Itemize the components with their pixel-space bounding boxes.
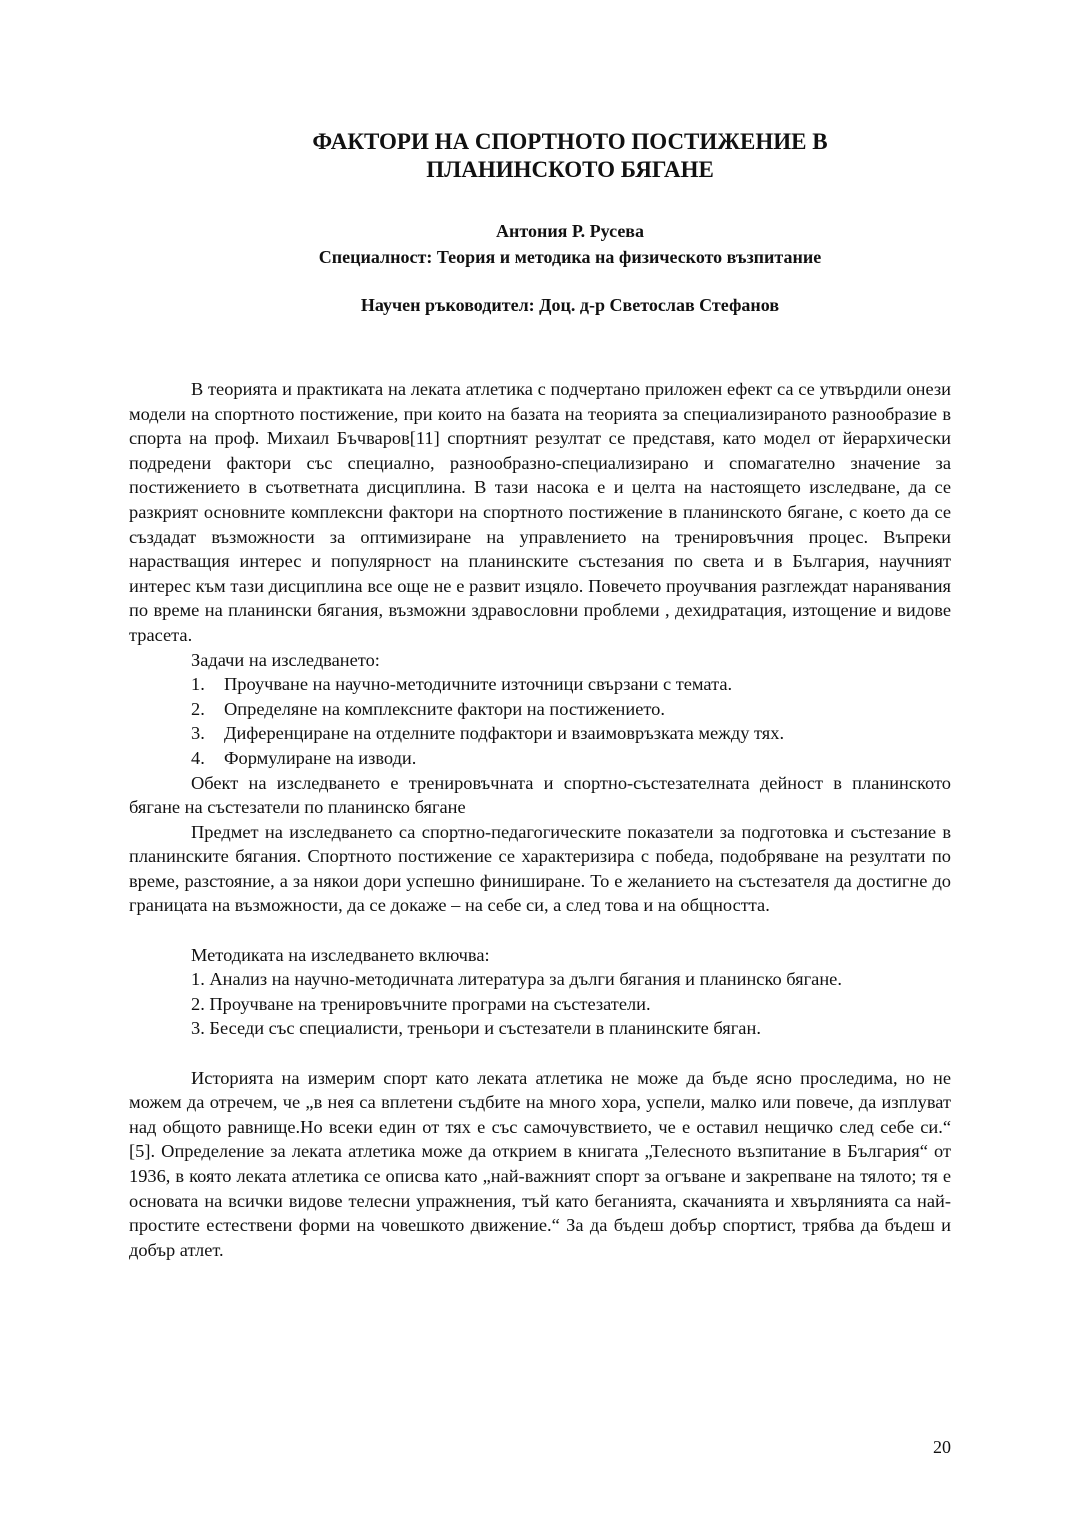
method-item: 3. Беседи със специалисти, треньори и състезатели в планинските бяган. (191, 1018, 761, 1039)
task-number: 1. (191, 674, 205, 695)
methods-heading: Методиката на изследването включва: (191, 944, 490, 965)
page-number: 20 (933, 1437, 951, 1457)
method-item: 1. Анализ на научно-методичната литература за дълги бягания и планинско бягане. (191, 969, 842, 990)
task-number: 4. (191, 747, 205, 768)
scientific-advisor: Научен ръководител: Доц. д-р Светослав Стефанов (360, 295, 780, 315)
method-item: 2. Проучване на тренировъчните програми на състезатели. (191, 993, 651, 1014)
paper-body (129, 377, 951, 1262)
task-text: Определяне на комплексните фактори на постижението. (224, 698, 665, 719)
task-text: Формулиране на изводи. (224, 747, 417, 768)
task-text: Проучване на научно-методичните източници свързани с темата. (224, 674, 733, 695)
object-paragraph: Обект на изследването е тренировъчната и спортно-състезателната дейност в планинското бягане на състезатели по планинско бягане (129, 772, 951, 818)
title-line-2: ПЛАНИНСКОТО БЯГАНЕ (426, 157, 714, 182)
tasks-heading: Задачи на изследването: (191, 649, 380, 670)
task-text: Диференциране на отделните подфактори и взаимовръзката между тях. (224, 723, 785, 744)
author-block (200, 218, 940, 270)
history-paragraph: Историята на измерим спорт като леката атлетика не може да бъде ясно проследима, но не можем да отречем, че „в нея са вплетени съдбите на много хора, успели, малко или повече, да изплуват над общото равнище.Но всеки един от тях е със самочувствието, че е оставил нещичко след себе си.“ [5]. Определение за леката атлетика може да открием в книгата „Телесното възпитание в България“ от 1936, в която леката атлетика се описва като „най-важният спорт за огъване и закрепване на тялото; тя е основата на всички видове телесни упражнения, тъй като беганията, скачанията и хвърлянията са най-простите естествени форми на човешкото движение.“ За да бъдеш добър спортист, трябва да бъдеш и добър атлет. (129, 1067, 951, 1260)
subject-paragraph: Предмет на изследването са спортно-педагогическите показатели за подготовка и състезание в планинските бягания. Спортното постижение се характеризира с победа, подобряване на резултати по време, разстояние, а за някои дори успешно финиширане. То е желанието на състезателя да достигне до границата на възможности, да се докаже – на себе си, а след това и на общността. (129, 821, 951, 916)
paragraph-gap (129, 1041, 951, 1066)
task-item (129, 746, 951, 771)
task-number: 2. (191, 698, 205, 719)
task-item (129, 697, 951, 722)
intro-paragraph: В теорията и практиката на леката атлетика с подчертано приложен ефект са се утвърдили онези модели на спортното постижение, при които на базата на теорията за специализираното разнообразие в спорта на проф. Михаил Бъчваров[11] спортният резултат се представя, като модел от йерархически подредени фактори със специално, разнообразно-специализирано и спомагателно значение за постижението в съответната дисциплина. В тази насока е и целта на настоящето изследване, да се разкрият основните комплексни фактори на спортното постижение в планинското бягане, с което да се създадат възможности за оптимизиране на управлението на тренировъчния процес. Въпреки нарастващия интерес и популярност на планинските състезания по света и в България, научният интерес към тази дисциплина все още не е развит изцяло. Повечето проучвания разглеждат наранявания по време на планински бягания, възможни здравословни проблеми , дехидратация, изтощение и видове трасета. (129, 379, 951, 645)
author-name: Антония Р. Русева (495, 221, 645, 241)
paragraph-gap (129, 918, 951, 943)
task-item (129, 672, 951, 697)
paper-title (200, 128, 940, 184)
author-specialty: Специалност: Теория и методика на физическото възпитание (318, 247, 822, 267)
task-number: 3. (191, 723, 205, 744)
title-line-1: ФАКТОРИ НА СПОРТНОТО ПОСТИЖЕНИЕ В (312, 129, 828, 154)
task-item (129, 721, 951, 746)
